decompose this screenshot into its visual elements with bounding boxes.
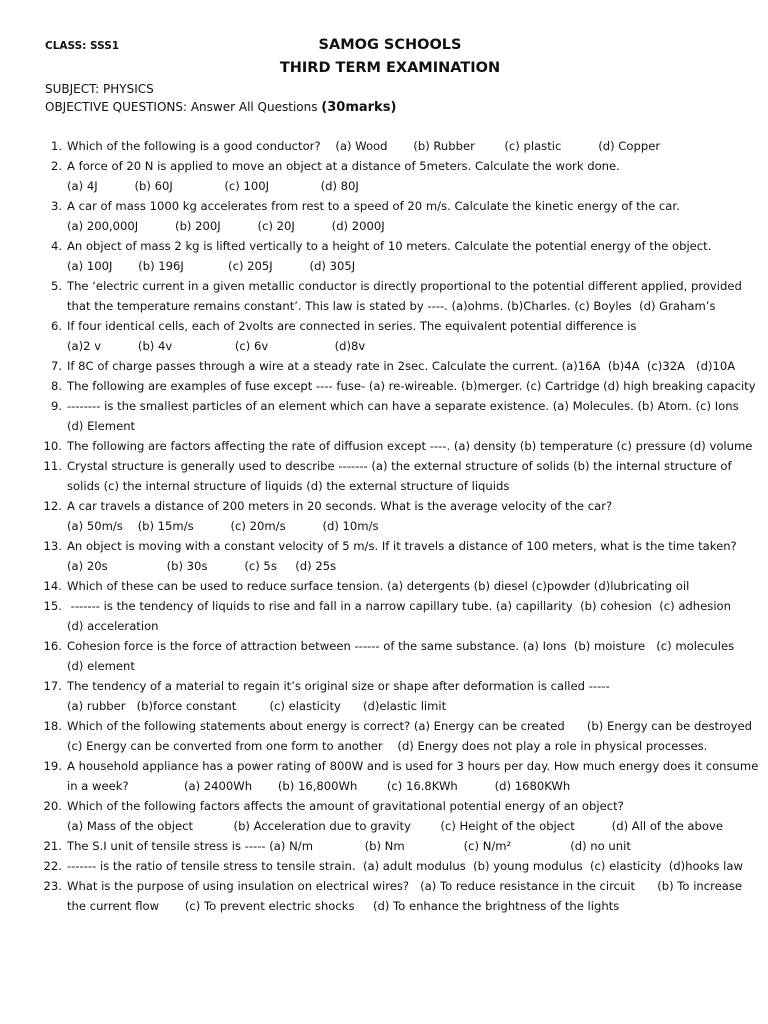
subject-label: SUBJECT: PHYSICS: [45, 82, 154, 96]
question-text-line: Which of these can be used to reduce surface tension. (a) detergents (b) diesel (c)powder (d)lubricating oil: [67, 579, 690, 593]
question-number: 10.: [43, 439, 62, 453]
question-item: [0, 376, 768, 396]
question-text-line: solids (c) the internal structure of liquids (d) the external structure of liquids: [67, 479, 510, 493]
question-text-line: If 8C of charge passes through a wire at a steady rate in 2sec. Calculate the current. (a)16A (b)4A (c)32A (d)10A: [67, 359, 736, 373]
question-item: [0, 316, 768, 356]
question-text-line: (d) Element: [67, 419, 136, 433]
question-number: 8.: [50, 379, 62, 393]
question-item: [0, 396, 768, 436]
question-text-line: What is the purpose of using insulation on electrical wires? (a) To reduce resistance in the circuit (b) To increase: [67, 879, 743, 893]
question-number: 14.: [43, 579, 62, 593]
question-item: [0, 436, 768, 456]
question-number: 6.: [50, 319, 62, 333]
exam-title: THIRD TERM EXAMINATION: [279, 60, 501, 76]
objective-label: OBJECTIVE QUESTIONS: Answer All Questions: [45, 100, 322, 114]
school-name: SAMOG SCHOOLS: [318, 37, 462, 53]
question-text-line: ------- is the tendency of liquids to rise and fall in a narrow capillary tube. (a) capillarity (b) cohesion (c) adhesion: [67, 599, 731, 613]
question-item: [0, 856, 768, 876]
question-text-line: A car travels a distance of 200 meters in 20 seconds. What is the average velocity of the car?: [67, 499, 613, 513]
question-item: [0, 676, 768, 716]
question-text-line: (d) acceleration: [67, 619, 159, 633]
question-item: [0, 156, 768, 196]
question-text-line: ------- is the ratio of tensile stress to tensile strain. (a) adult modulus (b) young modulus (c) elasticity (d)hooks law: [67, 859, 743, 873]
question-text-line: The S.I unit of tensile stress is ----- (a) N/m (b) Nm (c) N/m² (d) no unit: [67, 839, 631, 853]
question-item: [0, 596, 768, 636]
question-list: [0, 136, 768, 916]
question-number: 1.: [50, 139, 62, 153]
question-text-line: The following are factors affecting the rate of diffusion except ----. (a) density (b) temperature (c) pressure (d) volume: [67, 439, 753, 453]
question-number: 23.: [43, 879, 62, 893]
question-number: 13.: [43, 539, 62, 553]
question-text-line: the current flow (c) To prevent electric shocks (d) To enhance the brightness of the lights: [67, 899, 620, 913]
question-item: [0, 836, 768, 856]
question-item: [0, 496, 768, 536]
question-text-line: (c) Energy can be converted from one form to another (d) Energy does not play a role in physical processes.: [67, 739, 708, 753]
question-number: 18.: [43, 719, 62, 733]
question-text-line: An object of mass 2 kg is lifted vertically to a height of 10 meters. Calculate the potential energy of the object.: [67, 239, 712, 253]
class-label: CLASS: SSS1: [45, 40, 120, 52]
question-text-line: (d) element: [67, 659, 135, 673]
question-text-line: A force of 20 N is applied to move an object at a distance of 5meters. Calculate the work done.: [67, 159, 620, 173]
marks-label: (30marks): [321, 100, 397, 115]
question-text-line: (a) 100J (b) 196J (c) 205J (d) 305J: [67, 259, 356, 273]
question-text-line: A car of mass 1000 kg accelerates from rest to a speed of 20 m/s. Calculate the kinetic energy of the car.: [67, 199, 680, 213]
question-item: [0, 136, 768, 156]
question-number: 19.: [43, 759, 62, 773]
question-number: 9.: [50, 399, 62, 413]
question-number: 17.: [43, 679, 62, 693]
question-text-line: (a) 50m/s (b) 15m/s (c) 20m/s (d) 10m/s: [67, 519, 379, 533]
question-text-line: The following are examples of fuse except ---- fuse- (a) re-wireable. (b)merger. (c) Cartridge (d) high breaking capacity: [67, 379, 756, 393]
question-text-line: (a) 20s (b) 30s (c) 5s (d) 25s: [67, 559, 337, 573]
question-item: [0, 356, 768, 376]
question-text-line: Which of the following statements about energy is correct? (a) Energy can be created (b) Energy can be destroyed: [67, 719, 752, 733]
question-text-line: If four identical cells, each of 2volts are connected in series. The equivalent potential difference is: [67, 319, 637, 333]
question-text-line: An object is moving with a constant velocity of 5 m/s. If it travels a distance of 100 meters, what is the time taken?: [67, 539, 737, 553]
question-text-line: (a) Mass of the object (b) Acceleration due to gravity (c) Height of the object (d) All of the above: [67, 819, 723, 833]
question-text-line: (a) rubber (b)force constant (c) elasticity (d)elastic limit: [67, 699, 447, 713]
question-item: [0, 456, 768, 496]
question-text-line: Crystal structure is generally used to describe ------- (a) the external structure of solids (b) the internal structure of: [67, 459, 732, 473]
question-number: 20.: [43, 799, 62, 813]
question-item: [0, 196, 768, 236]
question-number: 3.: [50, 199, 62, 213]
question-item: [0, 796, 768, 836]
question-text-line: The tendency of a material to regain it’s original size or shape after deformation is called -----: [67, 679, 610, 693]
question-number: 5.: [50, 279, 62, 293]
question-number: 2.: [50, 159, 62, 173]
question-text-line: (a)2 v (b) 4v (c) 6v (d)8v: [67, 339, 366, 353]
question-number: 16.: [43, 639, 62, 653]
question-text-line: (a) 200,000J (b) 200J (c) 20J (d) 2000J: [67, 219, 385, 233]
question-number: 22.: [43, 859, 62, 873]
question-text-line: (a) 4J (b) 60J (c) 100J (d) 80J: [67, 179, 359, 193]
question-text-line: Which of the following is a good conductor? (a) Wood (b) Rubber (c) plastic (d) Copper: [67, 139, 661, 153]
question-text-line: Cohesion force is the force of attraction between ------ of the same substance. (a) Ions (b) moisture (c) molecules: [67, 639, 735, 653]
question-text-line: Which of the following factors affects the amount of gravitational potential energy of an object?: [67, 799, 624, 813]
question-item: [0, 576, 768, 596]
question-number: 15.: [43, 599, 62, 613]
question-item: [0, 636, 768, 676]
question-text-line: The ‘electric current in a given metallic conductor is directly proportional to the potential different applied, provided: [67, 279, 742, 293]
question-text-line: in a week? (a) 2400Wh (b) 16,800Wh (c) 16.8KWh (d) 1680KWh: [67, 779, 571, 793]
question-item: [0, 276, 768, 316]
question-text-line: that the temperature remains constant’. This law is stated by ----. (a)ohms. (b)Charles. (c) Boyles (d) Graham’s: [67, 299, 716, 313]
question-number: 4.: [50, 239, 62, 253]
question-number: 11.: [43, 459, 62, 473]
question-item: [0, 236, 768, 276]
question-number: 12.: [43, 499, 62, 513]
question-text-line: -------- is the smallest particles of an element which can have a separate existence. (a) Molecules. (b) Atom. (c) Ions: [67, 399, 739, 413]
question-text-line: A household appliance has a power rating of 800W and is used for 3 hours per day. How much energy does it consume: [67, 759, 759, 773]
objective-instructions: [45, 100, 396, 115]
question-number: 7.: [50, 359, 62, 373]
question-number: 21.: [43, 839, 62, 853]
question-item: [0, 756, 768, 796]
question-item: [0, 876, 768, 916]
question-item: [0, 536, 768, 576]
question-item: [0, 716, 768, 756]
